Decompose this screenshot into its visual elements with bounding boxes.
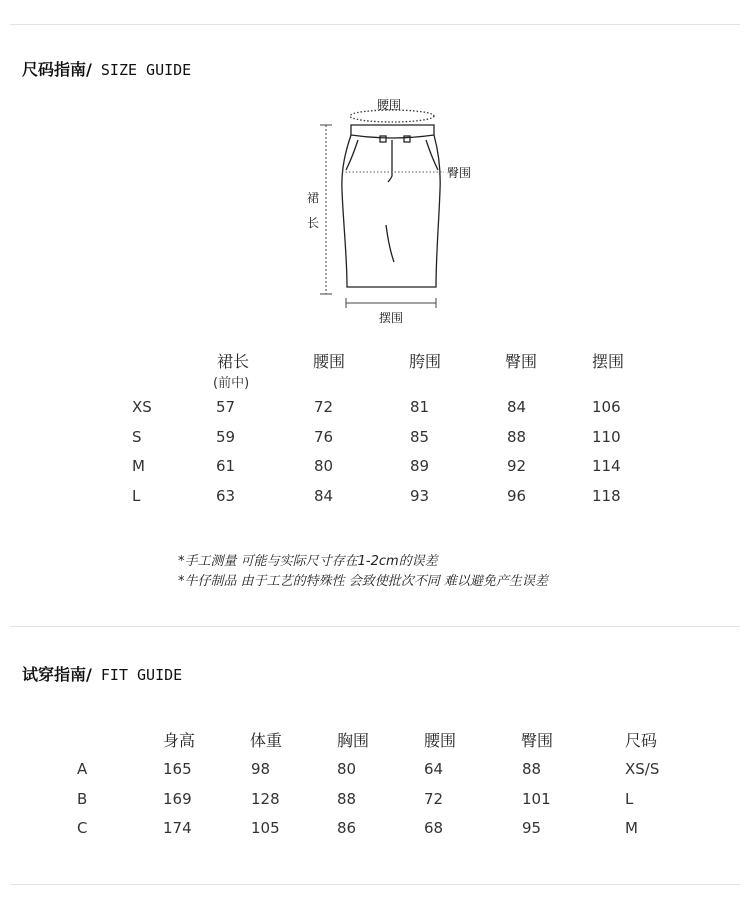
size-cell: 57 (216, 398, 236, 416)
size-row-label: M (132, 457, 145, 475)
size-cell: 76 (314, 428, 334, 446)
size-header-hem: 摆围 (592, 352, 625, 371)
fit-row-label: C (77, 819, 88, 837)
skirt-fly (388, 140, 392, 182)
fit-cell: 165 (163, 760, 192, 778)
size-header-length: 裙长 (217, 352, 250, 371)
fit-cell: 174 (163, 819, 192, 837)
size-cell: 106 (592, 398, 621, 416)
size-cell: 96 (507, 487, 527, 505)
skirt-outline (342, 135, 440, 287)
fit-guide-title-cn: 试穿指南/ (22, 665, 92, 684)
diagram-hem-label: 摆围 (379, 311, 404, 325)
middle-divider (10, 626, 740, 627)
size-row-label: L (132, 487, 141, 505)
fit-header-hip: 臀围 (521, 731, 554, 750)
fit-cell: 72 (424, 790, 444, 808)
size-cell: 72 (314, 398, 334, 416)
size-cell: 92 (507, 457, 527, 475)
size-header-length-sub: (前中) (213, 376, 250, 391)
belt-loop-right (404, 136, 410, 142)
size-cell: 59 (216, 428, 236, 446)
size-cell: 88 (507, 428, 527, 446)
fit-cell: 88 (337, 790, 357, 808)
fit-header-bust: 胸围 (337, 731, 370, 750)
size-cell: 80 (314, 457, 334, 475)
fit-cell: 88 (522, 760, 542, 778)
size-cell: 84 (507, 398, 527, 416)
size-header-waist: 腰围 (313, 352, 346, 371)
right-pocket (426, 140, 438, 170)
size-guide-title-en: SIZE GUIDE (91, 61, 192, 79)
fit-cell: 80 (337, 760, 357, 778)
fit-header-weight: 体重 (250, 731, 283, 750)
size-row-label: XS (132, 398, 152, 416)
size-cell: 84 (314, 487, 334, 505)
fit-header-height: 身高 (163, 731, 196, 750)
denim-note: *牛仔制品 由于工艺的特殊性 会致使批次不同 难以避免产生误差 (178, 574, 548, 589)
fit-cell: 86 (337, 819, 357, 837)
diagram-hip-label: 臀围 (447, 166, 472, 180)
size-cell: 93 (410, 487, 430, 505)
belt-loop-left (380, 136, 386, 142)
size-cell: 110 (592, 428, 621, 446)
fit-guide-title (22, 662, 182, 685)
size-cell: 118 (592, 487, 621, 505)
size-cell: 85 (410, 428, 430, 446)
fit-row-label: B (77, 790, 88, 808)
fit-cell: 98 (251, 760, 271, 778)
fit-cell: 101 (522, 790, 551, 808)
fit-header-waist: 腰围 (424, 731, 457, 750)
fit-cell: L (625, 790, 634, 808)
size-guide-title (22, 57, 191, 80)
fit-cell: 64 (424, 760, 444, 778)
size-cell: 61 (216, 457, 236, 475)
fit-cell: 95 (522, 819, 542, 837)
fit-row-label: A (77, 760, 88, 778)
size-header-hip: 臀围 (505, 352, 538, 371)
bottom-divider (10, 884, 740, 885)
diagram-length-label-1: 裙 (307, 191, 320, 205)
top-divider (10, 24, 740, 25)
size-header-hipbone: 胯围 (409, 352, 442, 371)
size-row-label: S (132, 428, 142, 446)
fit-cell: 105 (251, 819, 280, 837)
fit-cell: 128 (251, 790, 280, 808)
left-pocket (346, 140, 358, 170)
size-cell: 114 (592, 457, 621, 475)
fit-cell: XS/S (625, 760, 660, 778)
fit-cell: 169 (163, 790, 192, 808)
fit-cell: M (625, 819, 638, 837)
fit-cell: 68 (424, 819, 444, 837)
skirt-crease (386, 225, 394, 262)
skirt-waistband (351, 125, 434, 138)
size-cell: 81 (410, 398, 430, 416)
size-cell: 89 (410, 457, 430, 475)
diagram-length-label-2: 长 (307, 216, 320, 230)
fit-header-size: 尺码 (625, 731, 658, 750)
diagram-waist-label: 腰围 (377, 98, 402, 112)
measurement-note: *手工测量 可能与实际尺寸存在1-2cm的误差 (178, 554, 438, 569)
fit-guide-title-en: FIT GUIDE (91, 666, 183, 684)
size-guide-title-cn: 尺码指南/ (22, 60, 92, 79)
size-cell: 63 (216, 487, 236, 505)
